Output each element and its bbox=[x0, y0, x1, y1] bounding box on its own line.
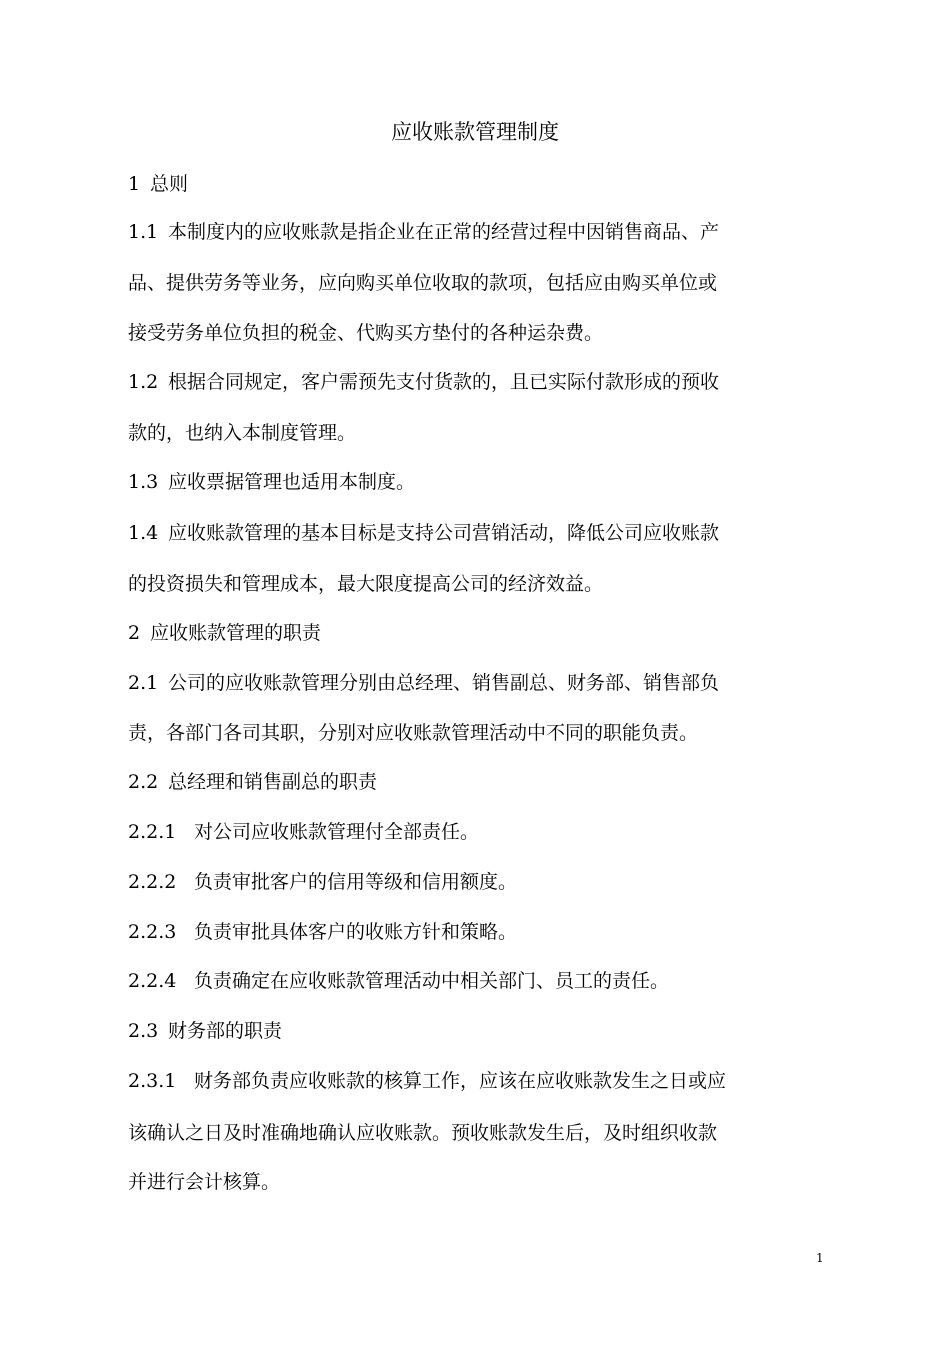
paragraph-2-2-1 bbox=[128, 818, 479, 846]
section-number: 1.4 bbox=[128, 522, 159, 544]
paragraph-text: 负责审批具体客户的收账方针和策略。 bbox=[194, 921, 518, 943]
paragraph-text: 公司的应收账款管理分别由总经理、销售副总、财务部、销售部负 bbox=[168, 672, 720, 694]
paragraph-text: 负责审批客户的信用等级和信用额度。 bbox=[194, 871, 518, 893]
section-number: 2.2.4 bbox=[128, 970, 177, 992]
paragraph-text: 财务部的职责 bbox=[168, 1020, 283, 1042]
paragraph-text: 本制度内的应收账款是指企业在正常的经营过程中因销售商品、产 bbox=[168, 221, 720, 243]
paragraph-text: 对公司应收账款管理付全部责任。 bbox=[194, 821, 480, 843]
section-number: 1.3 bbox=[128, 471, 159, 493]
page-number: 1 bbox=[816, 1251, 824, 1265]
section-number: 2.2 bbox=[128, 771, 159, 793]
section-number: 1 bbox=[128, 173, 141, 195]
paragraph-1-1 bbox=[128, 218, 719, 246]
section-number: 2.2.3 bbox=[128, 921, 177, 943]
section-text: 总则 bbox=[150, 173, 189, 195]
section-number: 2.2.1 bbox=[128, 821, 177, 843]
paragraph-text: 应收票据管理也适用本制度。 bbox=[168, 471, 416, 493]
document-title: 应收账款管理制度 bbox=[391, 120, 559, 144]
paragraph-1-2 bbox=[128, 368, 719, 396]
paragraph-text: 应收账款管理的基本目标是支持公司营销活动，降低公司应收账款 bbox=[168, 522, 720, 544]
paragraph-continuation: 的投资损失和管理成本，最大限度提高公司的经济效益。 bbox=[128, 573, 604, 595]
section-number: 2.3.1 bbox=[128, 1070, 177, 1092]
paragraph-continuation: 责，各部门各司其职，分别对应收账款管理活动中不同的职能负责。 bbox=[128, 722, 699, 744]
paragraph-2-2-3 bbox=[128, 918, 517, 946]
paragraph-continuation: 该确认之日及时准确地确认应收账款。预收账款发生后，及时组织收款 bbox=[128, 1122, 718, 1144]
section-number: 1.2 bbox=[128, 371, 159, 393]
paragraph-2-2 bbox=[128, 768, 377, 796]
section-number: 2 bbox=[128, 622, 141, 644]
paragraph-text: 财务部负责应收账款的核算工作，应该在应收账款发生之日或应 bbox=[194, 1070, 727, 1092]
section-number: 1.1 bbox=[128, 221, 159, 243]
section-heading-1 bbox=[128, 170, 188, 198]
paragraph-continuation: 并进行会计核算。 bbox=[128, 1171, 281, 1193]
section-number: 2.2.2 bbox=[128, 871, 177, 893]
paragraph-text: 总经理和销售副总的职责 bbox=[168, 771, 378, 793]
paragraph-1-3 bbox=[128, 468, 415, 496]
paragraph-1-4 bbox=[128, 519, 719, 547]
paragraph-2-2-4 bbox=[128, 967, 669, 995]
paragraph-continuation: 品、提供劳务等业务，应向购买单位收取的款项，包括应由购买单位或 bbox=[128, 272, 718, 294]
section-number: 2.1 bbox=[128, 672, 159, 694]
section-text: 应收账款管理的职责 bbox=[150, 622, 322, 644]
paragraph-continuation: 接受劳务单位负担的税金、代购买方垫付的各种运杂费。 bbox=[128, 322, 604, 344]
paragraph-continuation: 款的，也纳入本制度管理。 bbox=[128, 422, 357, 444]
paragraph-2-1 bbox=[128, 669, 719, 697]
paragraph-2-3-1 bbox=[128, 1067, 726, 1095]
paragraph-text: 负责确定在应收账款管理活动中相关部门、员工的责任。 bbox=[194, 970, 670, 992]
section-number: 2.3 bbox=[128, 1020, 159, 1042]
paragraph-2-3 bbox=[128, 1017, 282, 1045]
paragraph-2-2-2 bbox=[128, 868, 517, 896]
paragraph-text: 根据合同规定，客户需预先支付货款的，且已实际付款形成的预收 bbox=[168, 371, 720, 393]
section-heading-2 bbox=[128, 619, 321, 647]
